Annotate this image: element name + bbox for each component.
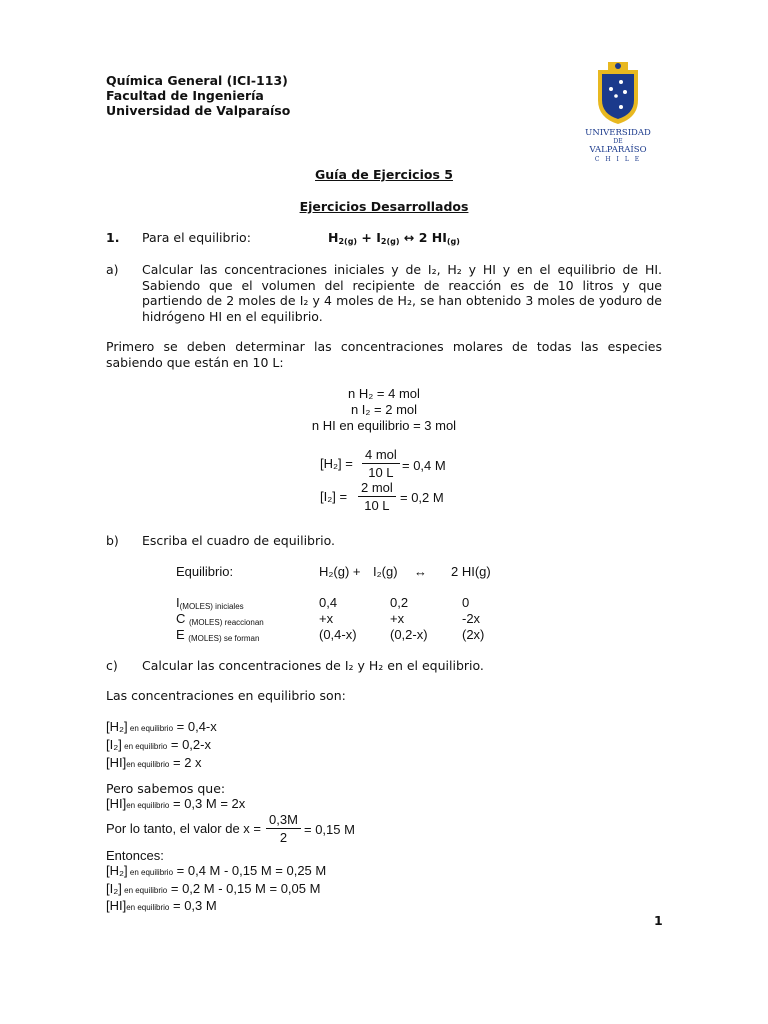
conc-h2-den: 10 L bbox=[368, 465, 394, 480]
row-eq-hi: (2x) bbox=[462, 627, 485, 642]
page-title: Guía de Ejercicios 5 bbox=[315, 167, 453, 182]
table-header-hi: 2 HI(g) bbox=[451, 564, 491, 579]
x-result: = 0,15 M bbox=[304, 822, 355, 837]
table-header-h2: H₂(g) + bbox=[319, 564, 361, 579]
final-item-i2: [I₂] en equilibrio = 0,2 M - 0,15 M = 0,05 M bbox=[106, 880, 321, 896]
row-react-i2: +x bbox=[390, 611, 405, 626]
row-main: I bbox=[176, 595, 180, 610]
row-eq-i2: (0,2-x) bbox=[390, 627, 428, 642]
page-number: 1 bbox=[654, 913, 663, 928]
conc-i2-num: 2 mol bbox=[358, 480, 396, 497]
table-row-initial bbox=[176, 595, 244, 611]
part-b-label: b) bbox=[106, 533, 119, 548]
logo-line1: UNIVERSIDAD bbox=[585, 128, 651, 138]
logo-wordmark bbox=[584, 128, 652, 164]
final-item-h2: [H₂] en equilibrio = 0,4 M - 0,15 M = 0,25 M bbox=[106, 863, 327, 878]
moles-block bbox=[0, 386, 768, 434]
logo-line4: C H I L E bbox=[594, 156, 642, 163]
shield-emblem-icon bbox=[594, 62, 642, 126]
part-b-text: Escriba el cuadro de equilibrio. bbox=[142, 533, 335, 548]
row-main: E bbox=[176, 627, 185, 642]
moles-hi: n HI en equilibrio = 3 mol bbox=[311, 418, 457, 433]
conc-h2-fraction bbox=[362, 447, 400, 480]
eq-list bbox=[106, 719, 217, 773]
table-header-i2: I₂(g) bbox=[373, 564, 398, 579]
moles-i2: n I₂ = 2 mol bbox=[350, 402, 418, 417]
problem-number: 1. bbox=[106, 230, 120, 245]
row-sub: (MOLES) reaccionan bbox=[189, 618, 264, 627]
conc-i2-den: 10 L bbox=[364, 498, 390, 513]
row-react-hi: -2x bbox=[462, 611, 481, 626]
hi-equality: [HI]en equilibrio = 0,3 M = 2x bbox=[106, 796, 246, 811]
part-c-label: c) bbox=[106, 658, 118, 673]
table-row-eq bbox=[176, 627, 259, 643]
table-header-arrow: ↔ bbox=[414, 564, 427, 579]
logo-line2: DE bbox=[613, 138, 623, 145]
conc-h2-left: [H₂] = bbox=[320, 456, 353, 471]
row-react-h2: +x bbox=[319, 611, 334, 626]
final-item-hi: [HI]en equilibrio = 0,3 M bbox=[106, 898, 217, 913]
row-initial-h2: 0,4 bbox=[319, 595, 338, 610]
row-initial-hi: 0 bbox=[462, 595, 470, 610]
conc-i2-left: [I₂] = bbox=[320, 489, 348, 504]
problem-intro: Para el equilibrio: bbox=[142, 230, 251, 245]
table-header-label: Equilibrio: bbox=[176, 564, 234, 579]
reaction-equation: $H_{2(g)} + I_{2(g)}$ ↔ 2 $HI_{(g)}$ bbox=[328, 230, 460, 246]
logo-line3: VALPARAÍSO bbox=[589, 145, 647, 155]
row-initial-i2: 0,2 bbox=[390, 595, 409, 610]
header-block bbox=[106, 73, 290, 118]
conc-h2-num: 4 mol bbox=[362, 447, 400, 464]
part-c-text: Calcular las concentraciones de I₂ y H₂ en el equilibrio. bbox=[142, 658, 484, 673]
part-a-text: Calcular las concentraciones iniciales y de I₂, H₂ y HI y en el equilibrio de HI. Sabiendo que el volumen del recipiente de reacción es de 10 litros y que partiendo de 2 moles de I₂ y 4 moles de H₂, se han obtenido 3 moles de yoduro de hidrógeno HI en el equilibrio. bbox=[142, 262, 662, 324]
faculty-name: Facultad de Ingeniería bbox=[106, 88, 264, 103]
x-num: 0,3M bbox=[266, 812, 301, 829]
conc-i2-fraction bbox=[358, 480, 396, 513]
row-main: C bbox=[176, 611, 186, 626]
eq-item-i2: [I₂] en equilibrio = 0,2-x bbox=[106, 737, 211, 752]
final-list bbox=[106, 863, 326, 916]
table-row-react bbox=[176, 611, 264, 627]
moles-h2: n H₂ = 4 mol bbox=[348, 386, 420, 401]
x-den: 2 bbox=[279, 830, 288, 845]
row-sub: (MOLES) iniciales bbox=[179, 602, 244, 611]
row-sub: (MOLES) se forman bbox=[188, 634, 260, 643]
course-title: Química General (ICI-113) bbox=[106, 73, 288, 88]
eq-intro: Las concentraciones en equilibrio son: bbox=[106, 688, 346, 703]
intro-paragraph: Primero se deben determinar las concentraciones molares de todas las especies sabiendo que están en 10 L: bbox=[106, 339, 662, 370]
page-subtitle: Ejercicios Desarrollados bbox=[299, 199, 469, 214]
entonces-text: Entonces: bbox=[106, 848, 164, 863]
eq-item-h2: [H₂] en equilibrio = 0,4-x bbox=[106, 719, 217, 734]
conc-h2-result: = 0,4 M bbox=[402, 458, 446, 473]
part-a-label: a) bbox=[106, 262, 119, 277]
x-fraction bbox=[266, 812, 301, 845]
university-logo bbox=[594, 62, 642, 126]
conc-i2-result: = 0,2 M bbox=[400, 490, 444, 505]
eq-item-hi: [HI]en equilibrio = 2 x bbox=[106, 755, 202, 770]
x-calc-text: Por lo tanto, el valor de x = bbox=[106, 821, 262, 836]
pero-text: Pero sabemos que: bbox=[106, 781, 226, 796]
university-name: Universidad de Valparaíso bbox=[106, 103, 291, 118]
row-eq-h2: (0,4-x) bbox=[319, 627, 357, 642]
